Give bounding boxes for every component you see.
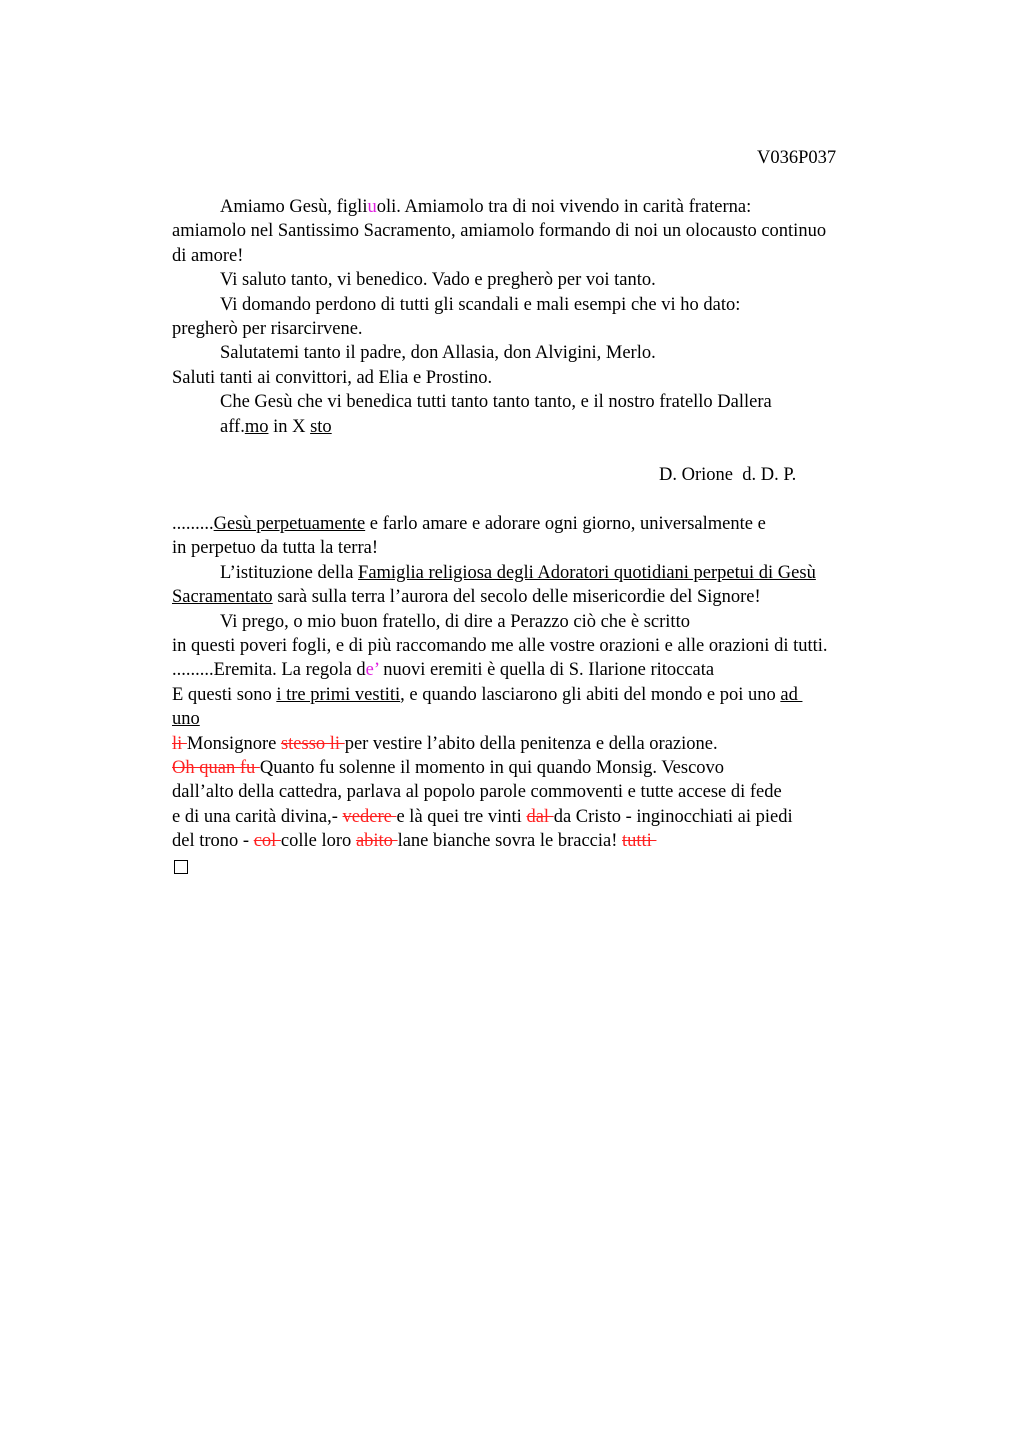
text-span: colle loro xyxy=(280,831,356,852)
deleted-text: tutti xyxy=(622,831,657,852)
fragment-line: in questi poveri fogli, e di più raccomando me alle vostre orazioni e alle orazioni di tutti. xyxy=(172,636,828,657)
text-span: .........Eremita. La regola d xyxy=(172,660,366,681)
letter-line: Che Gesù che vi benedica tutti tanto tanto tanto, e il nostro fratello Dallera xyxy=(220,392,772,413)
letter-closing xyxy=(172,415,932,439)
text-span: nuovi eremiti è quella di S. Ilarione ritoccata xyxy=(378,660,715,681)
text-span: oli. Amiamolo tra di noi vivendo in carità fraterna: xyxy=(376,197,752,217)
spacer xyxy=(172,488,932,512)
text-span: E questi sono xyxy=(172,684,277,705)
fragment-line xyxy=(172,829,932,853)
text-span: , e quando lasciarono gli abiti del mondo e poi uno xyxy=(400,684,781,705)
text-span: e di una carità divina,- xyxy=(172,806,343,827)
square-box-icon xyxy=(174,860,188,874)
letter-line: Saluti tanti ai convittori, ad Elia e Prostino. xyxy=(172,367,493,388)
fragment-line xyxy=(172,707,932,731)
fragment-line xyxy=(172,683,932,707)
inserted-text: u xyxy=(367,197,377,217)
deleted-text: stesso li xyxy=(280,733,345,754)
letter-line: Vi domando perdono di tutti gli scandali e mali esempi che vi ho dato: xyxy=(220,294,741,315)
text-span: sarà sulla terra l’aurora del secolo delle misericordie del Signore! xyxy=(272,587,761,608)
letter-line: di amore! xyxy=(172,245,244,266)
underlined-text: Gesù perpetuamente xyxy=(213,514,366,535)
signature: D. Orione d. D. P. xyxy=(659,465,797,486)
end-marker xyxy=(172,854,932,878)
letter-line: pregherò per risarcirvene. xyxy=(172,318,363,339)
text-span: da Cristo - inginocchiati ai piedi xyxy=(553,806,793,827)
deleted-text: abito xyxy=(355,831,398,852)
text-span: ......... xyxy=(172,514,214,535)
fragment-line xyxy=(172,732,932,756)
reference-code: V036P037 xyxy=(757,148,837,168)
text-span: per vestire l’abito della penitenza e della orazione. xyxy=(344,733,718,754)
inserted-text: e’ xyxy=(365,660,379,681)
spacer xyxy=(172,439,932,463)
fragment-line xyxy=(172,805,932,829)
underlined-text: ad xyxy=(780,684,803,705)
underlined-text: i tre primi vestiti xyxy=(276,684,401,705)
deleted-text: col xyxy=(253,831,281,852)
letter-line xyxy=(172,195,932,219)
text-span: aff. xyxy=(220,416,245,437)
letter-line: Salutatemi tanto il padre, don Allasia, don Alvigini, Merlo. xyxy=(220,343,656,364)
letter-line: Vi saluto tanto, vi benedico. Vado e pregherò per voi tanto. xyxy=(220,270,656,291)
fragment-line xyxy=(172,585,932,609)
text-span: lane bianche sovra le braccia! xyxy=(397,831,623,852)
text-span: in X xyxy=(268,416,311,437)
deleted-text: dal xyxy=(526,806,554,827)
fragment-line: in perpetuo da tutta la terra! xyxy=(172,538,378,559)
text-span: L’istituzione della xyxy=(220,562,359,583)
fragment-line xyxy=(172,756,932,780)
fragment-line: Vi prego, o mio buon fratello, di dire a Perazzo ciò che è scritto xyxy=(220,611,690,632)
fragment-line: dall’alto della cattedra, parlava al popolo parole commoventi e tutte accese di fede xyxy=(172,782,782,803)
text-span: Monsignore xyxy=(186,733,281,754)
text-span: Quanto fu solenne il momento in qui quando Monsig. Vescovo xyxy=(259,757,725,778)
document-body xyxy=(172,195,932,878)
fragment-line xyxy=(172,512,932,536)
text-span: e farlo amare e adorare ogni giorno, universalmente e xyxy=(365,514,766,535)
deleted-text: vedere xyxy=(342,806,397,827)
underlined-text: Famiglia religiosa degli Adoratori quotidiani perpetui di Gesù xyxy=(358,562,816,583)
text-span: e là quei tre vinti xyxy=(396,806,527,827)
underlined-text: uno xyxy=(172,709,200,730)
text-span: del trono - xyxy=(172,831,254,852)
underlined-text: mo xyxy=(244,416,269,437)
deleted-text: li xyxy=(172,733,187,754)
underlined-text: Sacramentato xyxy=(172,587,273,608)
letter-line: amiamolo nel Santissimo Sacramento, amiamolo formando di noi un olocausto continuo xyxy=(172,221,827,242)
fragment-line xyxy=(172,658,932,682)
deleted-text: Oh quan fu xyxy=(172,757,260,778)
underlined-text: sto xyxy=(310,416,332,437)
text-span: Amiamo Gesù, figli xyxy=(220,197,368,217)
fragment-line xyxy=(172,561,932,585)
